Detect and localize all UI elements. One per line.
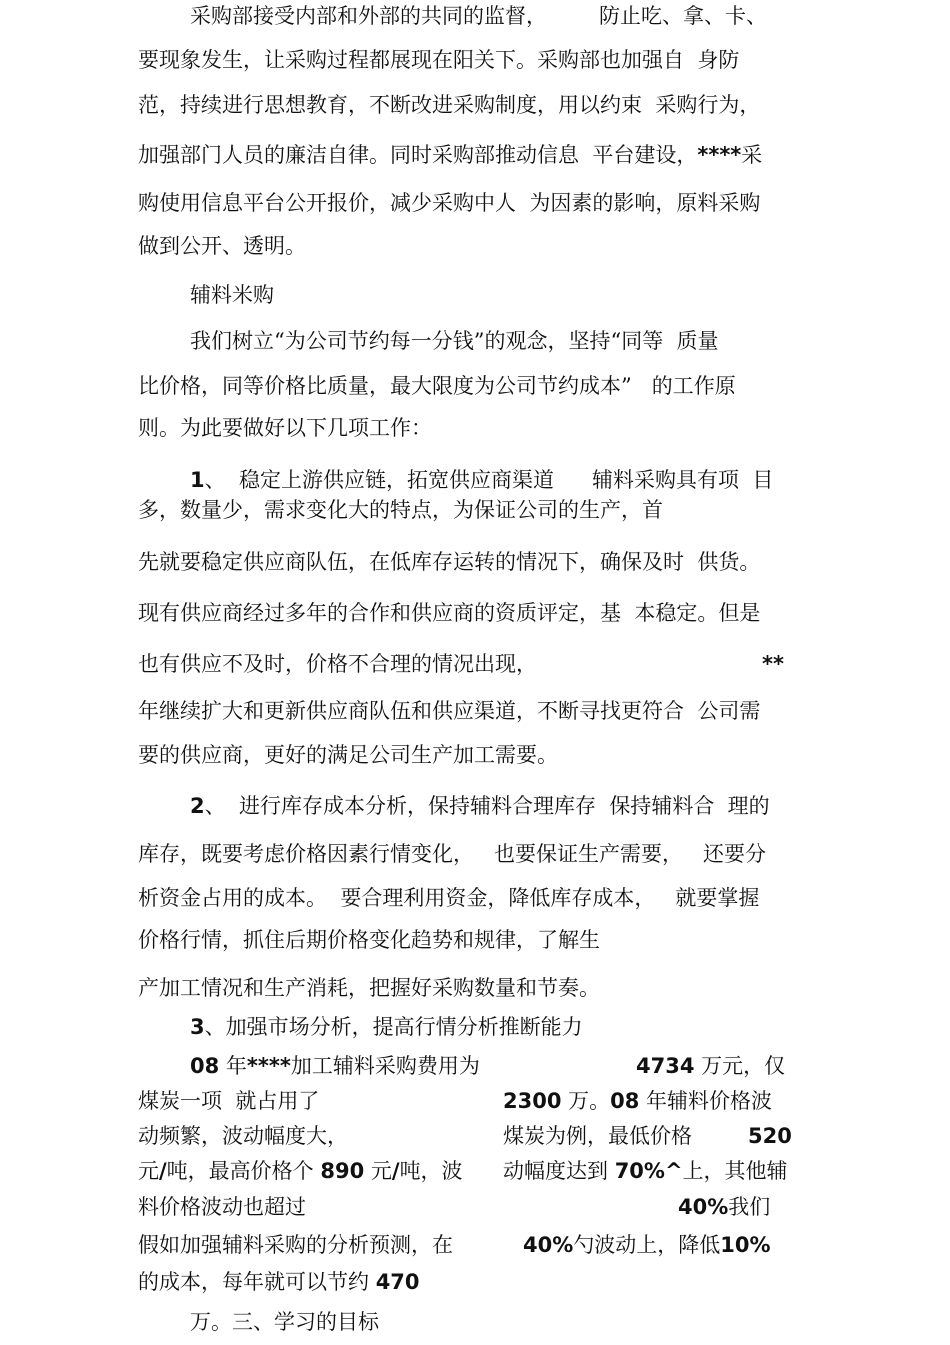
item3-row3-mid: 煤炭为例，最低价格 bbox=[503, 1124, 692, 1148]
item3-row6-left: 假如加强辅料采购的分析预测，在 bbox=[138, 1233, 453, 1257]
item3-row7: 的成本，每年就可以节约 470 bbox=[138, 1270, 420, 1294]
item3-row1-left: 08 年****加工辅料采购费用为 bbox=[190, 1054, 480, 1078]
item3-row6-right: 40%勺波动上，降低10% bbox=[523, 1233, 771, 1257]
item1-line2: 多，数量少，需求变化大的特点，为保证公司的生产，首 bbox=[138, 498, 663, 522]
item2-line3: 析资金占用的成本。 要合理利用资金，降低库存成本， 就要掌握 bbox=[138, 886, 760, 910]
item2-line2: 库存，既要考虑价格因素行情变化， 也要保证生产需要， 还要分 bbox=[138, 842, 767, 866]
item3-row4-left: 元/吨，最高价格个 890 元/吨，波 bbox=[138, 1159, 463, 1183]
para1-line3: 范，持续进行思想教育，不断改进采购制度，用以约束 采购行为， bbox=[138, 93, 761, 117]
item3-row5-left: 料价格波动也超过 bbox=[138, 1195, 306, 1219]
item3-row1-right: 4734 万元，仅 bbox=[636, 1054, 786, 1078]
item2-line4: 价格行情，抓住后期价格变化趋势和规律，了解生 bbox=[138, 928, 600, 952]
item1-line5: 也有供应不及时，价格不合理的情况出现， bbox=[138, 652, 537, 676]
item1-line5-stars: ** bbox=[762, 652, 784, 676]
item1-line4: 现有供应商经过多年的合作和供应商的资质评定，基 本稳定。但是 bbox=[138, 601, 761, 625]
item3-row4-right: 动幅度达到 70%^上，其他辅 bbox=[503, 1159, 788, 1183]
item2-line5: 产加工情况和生产消耗，把握好采购数量和节奏。 bbox=[138, 976, 600, 1000]
item3-row3-left: 动频繁，波动幅度大， bbox=[138, 1124, 348, 1148]
para2-line2: 比价格，同等价格比质量，最大限度为公司节约成本” 的工作原 bbox=[138, 374, 736, 398]
item1-line6: 年继续扩大和更新供应商队伍和供应渠道，不断寻找更符合 公司需 bbox=[138, 699, 761, 723]
item1-line1: 1、 稳定上游供应链，拓宽供应商渠道 辅料采购具有项 目 bbox=[190, 468, 774, 492]
item2-line1: 2、 进行库存成本分析，保持辅料合理库存 保持辅料合 理的 bbox=[190, 794, 770, 818]
para1-line2: 要现象发生，让采购过程都展现在阳关下。采购部也加强自 身防 bbox=[138, 48, 740, 72]
item3-row8: 万。三、学习的目标 bbox=[190, 1310, 379, 1334]
item3-row2-left: 煤炭一项 就占用了 bbox=[138, 1089, 320, 1113]
para2-line1: 我们树立“为公司节约每一分钱”的观念，坚持“同等 质量 bbox=[190, 329, 719, 353]
item1-line7: 要的供应商，更好的满足公司生产加工需要。 bbox=[138, 743, 558, 767]
item3-row5-right: 40%我们 bbox=[678, 1195, 771, 1219]
item3-row2-right: 2300 万。08 年辅料价格波 bbox=[503, 1089, 773, 1113]
para2-line3: 则。为此要做好以下几项工作： bbox=[138, 416, 432, 440]
para1-line5: 购使用信息平台公开报价，减少采购中人 为因素的影响，原料采购 bbox=[138, 191, 761, 215]
section-heading: 辅料米购 bbox=[190, 283, 274, 307]
item3-row3-price: 520 bbox=[748, 1124, 792, 1148]
item3-title: 3、加强市场分析，提高行情分析推断能力 bbox=[190, 1015, 583, 1039]
para1-line1: 采购部接受内部和外部的共同的监督， 防止吃、拿、卡、 bbox=[190, 4, 767, 28]
para1-line6: 做到公开、透明。 bbox=[138, 234, 306, 258]
para1-line4: 加强部门人员的廉洁自律。同时采购部推动信息 平台建设，****采 bbox=[138, 143, 763, 167]
item1-line3: 先就要稳定供应商队伍，在低库存运转的情况下，确保及时 供货。 bbox=[138, 550, 761, 574]
